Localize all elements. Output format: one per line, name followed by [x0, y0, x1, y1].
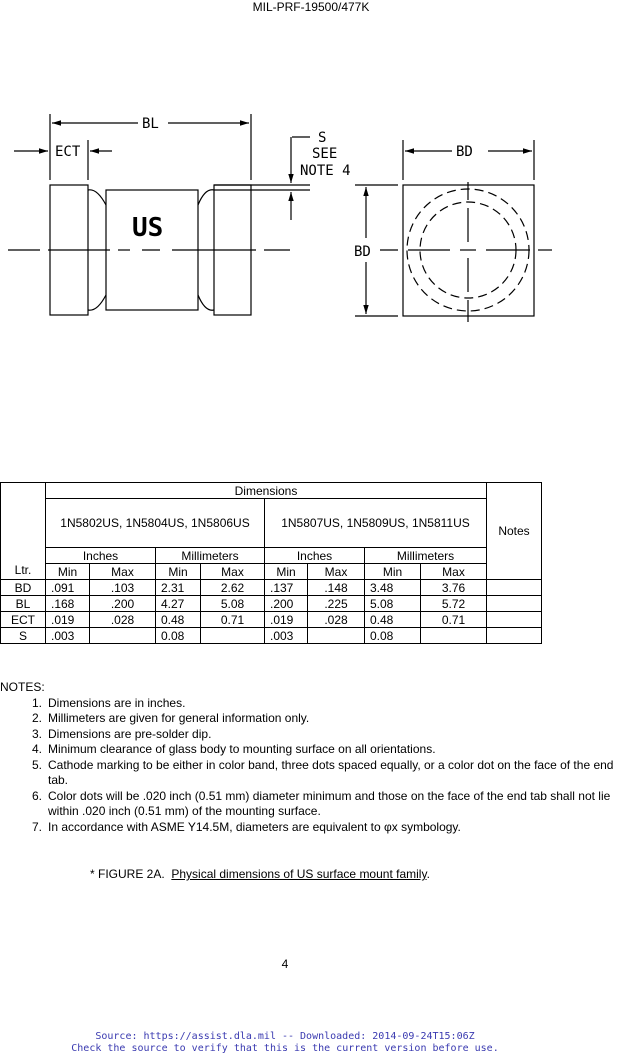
note-text: Color dots will be .020 inch (0.51 mm) diameter minimum and those on the face of the end tab shall not lie within .020 inch (0.51 mm) of the mounting surface. — [48, 788, 611, 818]
figure-caption — [90, 867, 430, 881]
g2-mm-header: Millimeters — [365, 548, 487, 564]
note-text: Millimeters are given for general information only. — [48, 711, 310, 725]
cell: .148 — [308, 580, 365, 596]
note-text: Dimensions are pre-solder dip. — [48, 726, 212, 741]
cell: .028 — [90, 612, 156, 628]
notes-section — [0, 680, 622, 835]
cell: 5.08 — [201, 596, 265, 612]
cell: 0.08 — [365, 628, 421, 644]
cell: .137 — [265, 580, 308, 596]
s-label: S — [318, 130, 327, 146]
max-header: Max — [308, 564, 365, 580]
footer-line-1: Source: https://assist.dla.mil -- Downloaded: 2014-09-24T15:06Z — [95, 1031, 475, 1042]
cell: .003 — [46, 628, 90, 644]
note-item — [0, 742, 622, 758]
bd-top-label: BD — [456, 144, 473, 160]
ltr-header: Ltr. — [1, 483, 46, 580]
note-item — [0, 758, 622, 789]
caption-title: Physical dimensions of US surface mount family — [171, 867, 427, 881]
see-label: SEE — [312, 146, 338, 162]
max-header: Max — [421, 564, 487, 580]
cell: 3.76 — [421, 580, 487, 596]
document-number: MIL-PRF-19500/477K — [252, 0, 370, 14]
max-header: Max — [90, 564, 156, 580]
caption-suffix: . — [426, 867, 430, 881]
cell: .091 — [46, 580, 90, 596]
min-header: Min — [156, 564, 201, 580]
note-text: Dimensions are in inches. — [48, 695, 186, 710]
cell: .019 — [265, 612, 308, 628]
note-item — [0, 711, 622, 727]
cell: 0.48 — [156, 612, 201, 628]
cell: .200 — [90, 596, 156, 612]
cell: .019 — [46, 612, 90, 628]
cell: 4.27 — [156, 596, 201, 612]
min-header: Min — [265, 564, 308, 580]
source-footer — [0, 1031, 570, 1055]
note-item — [0, 789, 622, 820]
cell: 0.48 — [365, 612, 421, 628]
cell-notes — [487, 580, 542, 596]
group2-header: 1N5807US, 1N5809US, 1N5811US — [265, 499, 487, 548]
note-text: In accordance with ASME Y14.5M, diameters are equivalent to φx symbology. — [48, 819, 461, 834]
cell — [421, 628, 487, 644]
cell-notes — [487, 596, 542, 612]
g1-mm-header: Millimeters — [156, 548, 265, 564]
cell: 5.08 — [365, 596, 421, 612]
footer-line-2: Check the source to verify that this is the current version before use. — [71, 1043, 499, 1054]
cell-ltr: ECT — [1, 612, 46, 628]
cell-ltr: BD — [1, 580, 46, 596]
table-row — [1, 580, 542, 596]
bl-label: BL — [142, 116, 159, 132]
cell: .168 — [46, 596, 90, 612]
cell-ltr: BL — [1, 596, 46, 612]
note-text: Minimum clearance of glass body to mounting surface on all orientations. — [48, 742, 436, 756]
cell: 5.72 — [421, 596, 487, 612]
cell: .028 — [308, 612, 365, 628]
dimensions-table — [0, 482, 542, 644]
g2-inches-header: Inches — [265, 548, 365, 564]
cell: 2.31 — [156, 580, 201, 596]
note-item — [0, 820, 622, 836]
min-header: Min — [365, 564, 421, 580]
cell: 0.71 — [421, 612, 487, 628]
min-header: Min — [46, 564, 90, 580]
page-number: 4 — [281, 957, 289, 971]
cell-notes — [487, 612, 542, 628]
notes-header: Notes — [487, 483, 542, 580]
cell: .225 — [308, 596, 365, 612]
cell: .003 — [265, 628, 308, 644]
table-row — [1, 596, 542, 612]
table-row — [1, 612, 542, 628]
g1-inches-header: Inches — [46, 548, 156, 564]
cell-notes — [487, 628, 542, 644]
note-number: 2. — [31, 711, 42, 725]
cell: 2.62 — [201, 580, 265, 596]
note-item — [0, 696, 622, 712]
cell: .103 — [90, 580, 156, 596]
ect-label: ECT — [55, 144, 81, 160]
note-item — [0, 727, 622, 743]
cell — [308, 628, 365, 644]
note-text: Cathode marking to be either in color band, three dots spaced equally, or a color dot on the face of the end tab. — [48, 757, 614, 787]
note4-label: NOTE 4 — [300, 163, 351, 179]
note-number: 5. — [31, 757, 42, 772]
note-number: 1. — [31, 695, 42, 710]
body-marking: US — [132, 213, 164, 243]
table-row — [1, 628, 542, 644]
outline-drawing — [0, 110, 622, 330]
note-number: 6. — [31, 788, 42, 803]
cell — [90, 628, 156, 644]
dimensions-header: Dimensions — [46, 483, 487, 499]
note-number: 3. — [31, 726, 42, 741]
note-number: 4. — [31, 742, 42, 756]
cell — [201, 628, 265, 644]
group1-header: 1N5802US, 1N5804US, 1N5806US — [46, 499, 265, 548]
cell: 0.71 — [201, 612, 265, 628]
cell: .200 — [265, 596, 308, 612]
cell-ltr: S — [1, 628, 46, 644]
note-number: 7. — [31, 819, 42, 834]
max-header: Max — [201, 564, 265, 580]
cell: 3.48 — [365, 580, 421, 596]
cell: 0.08 — [156, 628, 201, 644]
bd-side-label: BD — [354, 244, 371, 260]
caption-prefix: * FIGURE 2A. — [90, 867, 165, 881]
notes-title: NOTES: — [0, 680, 45, 694]
